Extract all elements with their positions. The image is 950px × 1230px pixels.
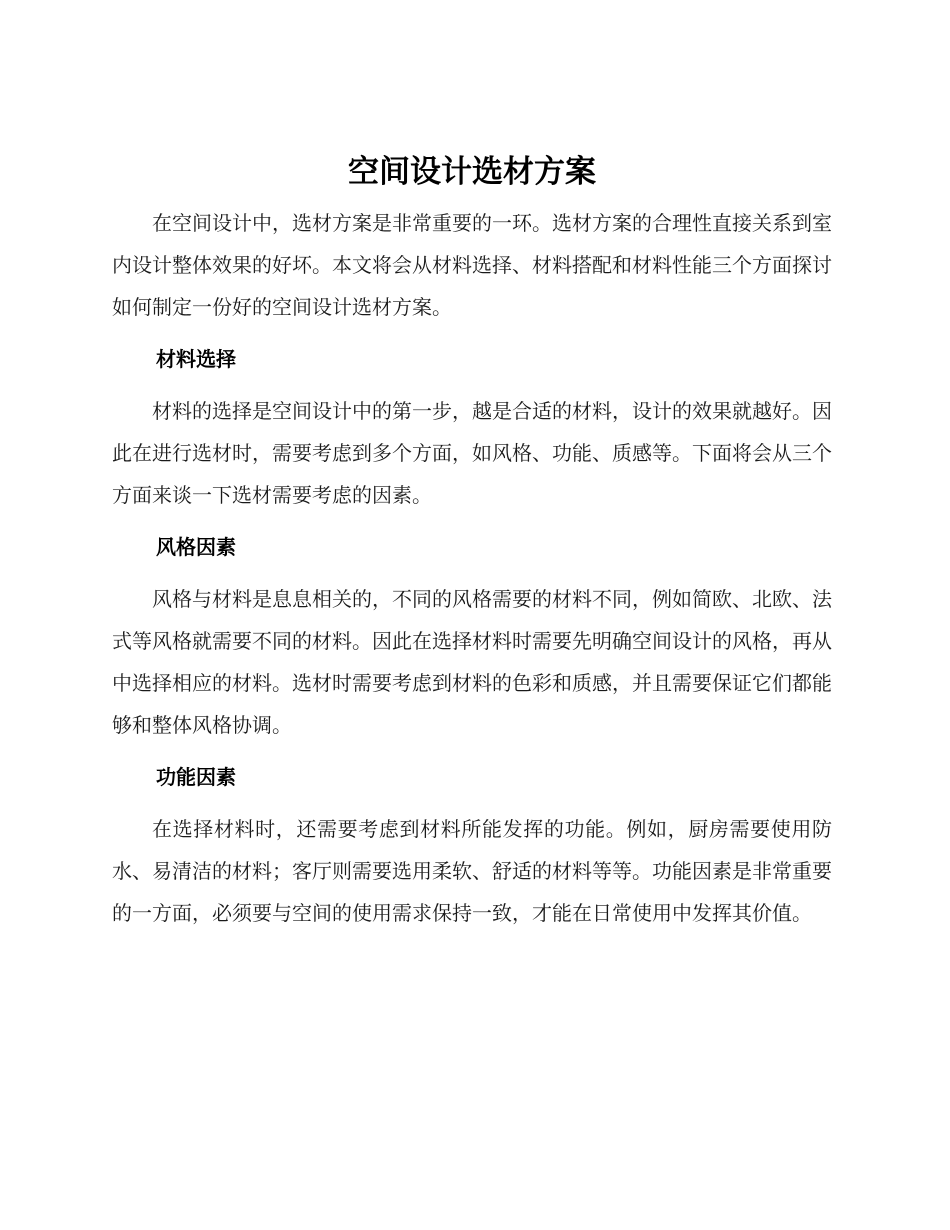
document-content bbox=[112, 148, 832, 934]
section-body-material-selection: 材料的选择是空间设计中的第一步，越是合适的材料，设计的效果就越好。因此在进行选材时，需要考虑到多个方面，如风格、功能、质感等。下面将会从三个方面来谈一下选材需要考虑的因素。 bbox=[112, 399, 832, 507]
document-title: 空间设计选材方案 bbox=[348, 154, 596, 190]
section-body-function-factor: 在选择材料时，还需要考虑到材料所能发挥的功能。例如，厨房需要使用防水、易清洁的材料；客厅则需要选用柔软、舒适的材料等等。功能因素是非常重要的一方面，必须要与空间的使用需求保持一致，才能在日常使用中发挥其价值。 bbox=[112, 817, 832, 925]
section-heading-function-factor: 功能因素 bbox=[156, 765, 236, 789]
section-heading-style-factor: 风格因素 bbox=[156, 535, 236, 559]
intro-paragraph: 在空间设计中，选材方案是非常重要的一环。选材方案的合理性直接关系到室内设计整体效果的好坏。本文将会从材料选择、材料搭配和材料性能三个方面探讨如何制定一份好的空间设计选材方案。 bbox=[112, 211, 832, 319]
section-body-style-factor: 风格与材料是息息相关的，不同的风格需要的材料不同，例如简欧、北欧、法式等风格就需要不同的材料。因此在选择材料时需要先明确空间设计的风格，再从中选择相应的材料。选材时需要考虑到材料的色彩和质感，并且需要保证它们都能够和整体风格协调。 bbox=[112, 587, 832, 737]
section-heading-material-selection: 材料选择 bbox=[156, 347, 236, 371]
